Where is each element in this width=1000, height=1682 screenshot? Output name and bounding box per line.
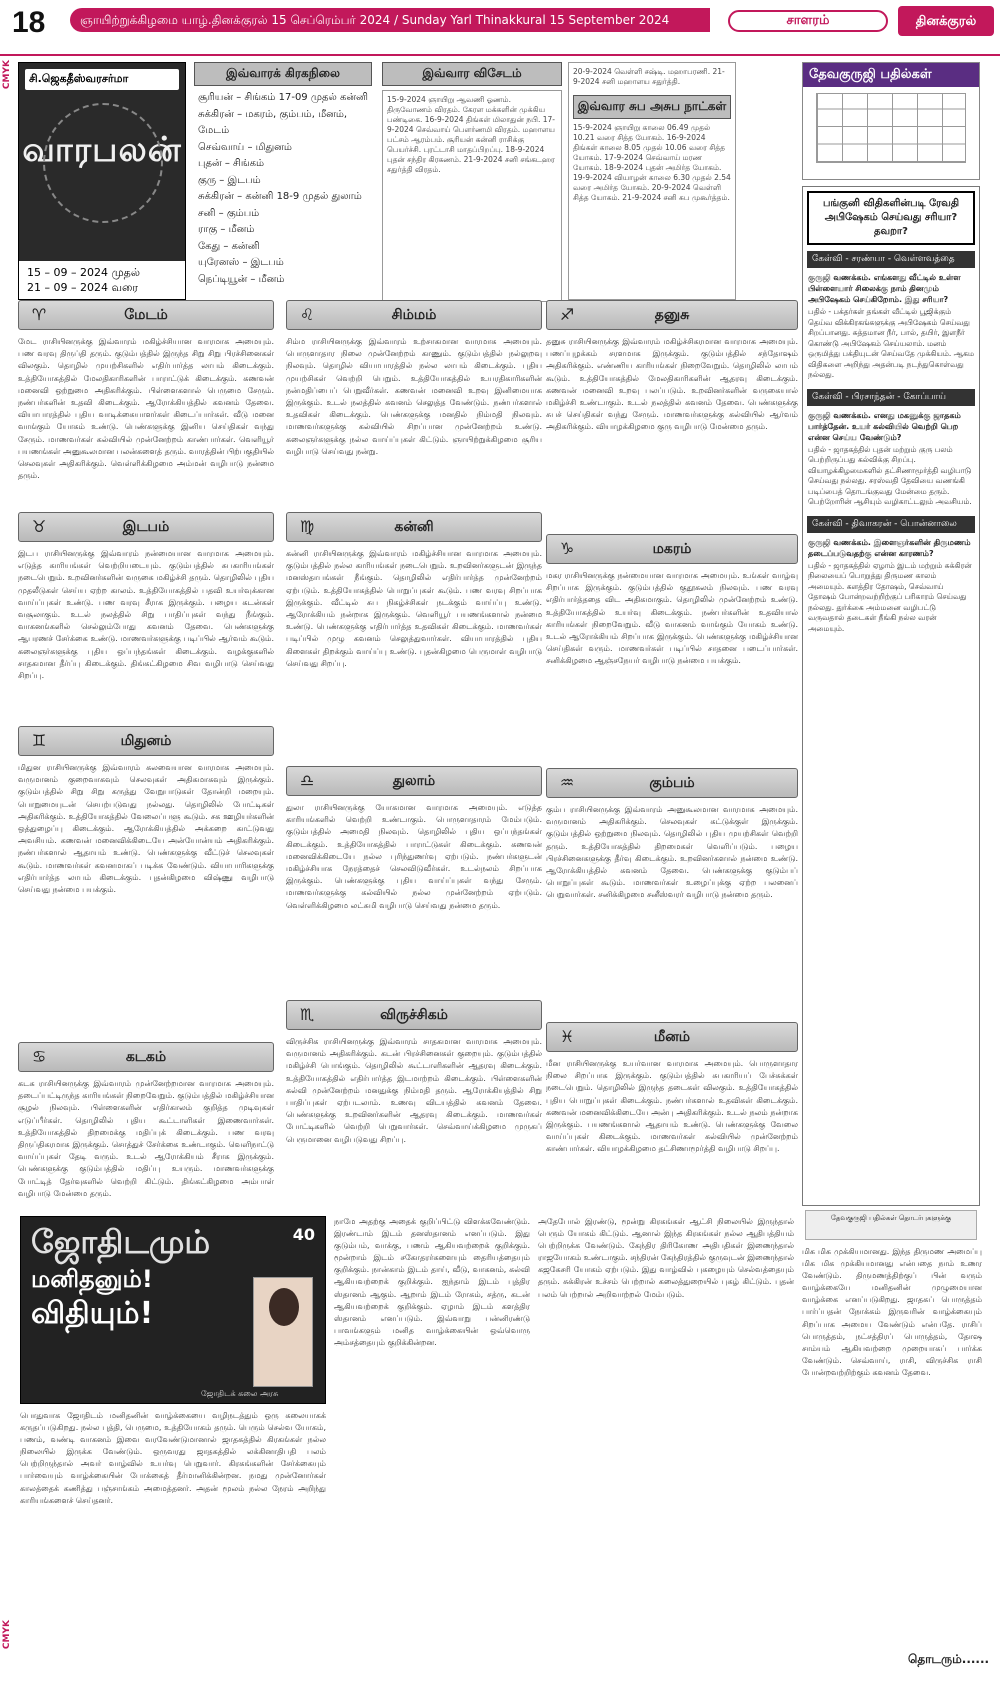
cmyk-mark-bottom: CMYK bbox=[2, 1620, 12, 1650]
article-column-3: அதேபோல் இரண்டு, மூன்று கிரகங்கள் ஆட்சி நிலையில் இருந்தால் பெரும் யோகம் கிட்டும். ஆனால் இந்த கிரகங்கள் நல்ல ஆதிபத்தியம் பெற்றிருக்க வேண்டும். கேந்திர திரிகோண அதிபதிகள் இணைந்தால் ராஜயோகம் உண்டாகும். சந்திரன் கேந்திரத்தில் குருவுடன் இணைந்தால் கஜகேசரி யோகம் ஏற்படும். இது வாழ்வில் புகழையும் செல்வத்தையும் தரும். சுக்கிரன் உச்சம் பெற்றால் கலைத்துறையில் புகழ் கிட்டும். புதன் பலம் பெற்றால் அறிவாற்றல் மேம்படும். bbox=[538, 1217, 794, 1299]
rasi-section bbox=[18, 1042, 274, 1204]
weekly-special bbox=[382, 62, 562, 300]
planet-item: சனி – கும்பம் bbox=[198, 207, 260, 219]
qa-headline: பங்குனி விதிகளின்படி ரேவதி அபிஷேகம் செய்வது சரியா? தவறா? bbox=[807, 191, 975, 245]
rasi-name: இடபம் bbox=[122, 519, 170, 535]
rasi-text: இடப ராசியினருக்கு இவ்வாரம் நன்மையான வாரமாக அமையும். எடுத்த காரியங்கள் வெற்றியடையும். குடும்பத்தில் சுபகாரியங்கள் நடைபெறும். உறவினர்களின் வருகை மகிழ்ச்சி தரும். தொழிலில் புதிய முதலீடுகள் செய்ய ஏற்ற காலம். உத்தியோகத்தில் பதவி உயர்வுக்கான வாய்ப்புகள் உண்டு. பண வரவு சீராக இருக்கும். பழைய கடன்கள் வசூலாகும். உடல் நலத்தில் சிறு பாதிப்புகள் வந்து நீங்கும். வாகனங்களில் செல்லும்போது கவனம் தேவை. பெண்களுக்கு ஆபரணச் சேர்க்கை உண்டு. மாணவர்களுக்கு படிப்பில் ஆர்வம் கூடும். கலைஞர்களுக்கு புதிய ஒப்பந்தங்கள் கிடைக்கும். வழக்குகளில் சாதகமான தீர்ப்பு கிடைக்கும். திங்கட்கிழமை சிவ வழிபாடு செய்வது சிறப்பு. bbox=[18, 549, 274, 681]
author-name: சி.ஜெகதீஸ்வரசர்மா bbox=[25, 69, 179, 90]
planet-positions bbox=[194, 62, 372, 300]
rasi-name: துலாம் bbox=[392, 773, 436, 789]
rasi-name: மேடம் bbox=[124, 307, 168, 323]
rasi-section bbox=[286, 766, 542, 988]
rasi-text: கும்ப ராசியினருக்கு இவ்வாரம் அனுகூலமான வாரமாக அமையும். வருமானம் அதிகரிக்கும். செலவுகள் கட்டுக்குள் இருக்கும். குடும்பத்தில் ஒற்றுமை நிலவும். தொழிலில் புதிய முயற்சிகள் வெற்றி தரும். உத்தியோகத்தில் திறமைகள் வெளிப்படும். பழைய பிரச்சினைகளுக்கு தீர்வு கிடைக்கும். உறவினர்களால் நன்மை உண்டு. ஆரோக்கியத்தில் கவனம் தேவை. பெண்களுக்கு குடும்பப் பொறுப்புகள் கூடும். மாணவர்கள் உழைப்புக்கு ஏற்ற பலனைப் பெறுவார்கள். சனிக்கிழமை சனீஸ்வரர் வழிபாடு நன்மை தரும். bbox=[546, 805, 798, 900]
rasi-section bbox=[546, 300, 798, 512]
zodiac-sign-icon: ♈ bbox=[31, 305, 47, 324]
rasi-text: மீன ராசியினருக்கு உயர்வான வாரமாக அமையும். பொருளாதார நிலை சிறப்பாக இருக்கும். குடும்பத்தில் சுபகாரியப் பேச்சுக்கள் நடைபெறும். தொழிலில் இருந்த தடைகள் விலகும். உத்தியோகத்தில் புதிய பொறுப்புகள் கிடைக்கும். நண்பர்களால் உதவிகள் கிடைக்கும். கணவன் மனைவிக்கிடையே அன்பு அதிகரிக்கும். உடல் நலம் நன்றாக இருக்கும். பயணங்களால் ஆதாயம் உண்டு. பெண்களுக்கு வேலை வாய்ப்புகள் கிடைக்கும். மாணவர்கள் கல்வியில் முன்னேற்றம் காண்பார்கள். வியாழக்கிழமை தட்சிணாமூர்த்தி வழிபாடு சிறப்பு. bbox=[546, 1059, 798, 1154]
rasi-section bbox=[18, 726, 274, 1020]
answer-text: பதில் - ஜாதகத்தில் புதன் மற்றும் குரு பலம் பெற்றிருப்பது கல்விக்கு சிறப்பு. வியாழக்கிழமைகளில் தட்சிணாமூர்த்தி வழிபாடு செய்வது நல்லது. சரஸ்வதி தேவியை வணங்கி படிப்பைத் தொடங்குவது மேன்மை தரும். பெற்றோரின் ஆசியும் வழிகாட்டலும் அவசியம். bbox=[808, 444, 972, 506]
thevakurunji-title: தேவகுருஜி பதில்கள் bbox=[803, 63, 979, 87]
page-header bbox=[0, 0, 1000, 56]
date-line: ஞாயிற்றுக்கிழமை யாழ்.தினக்குரல் 15 செப்ரெம்பர் 2024 / Sunday Yarl Thinakkural 15 September 2024 bbox=[70, 8, 710, 32]
author-photo bbox=[253, 1277, 313, 1387]
planet-item: செவ்வாய் – மிதுனம் bbox=[198, 141, 292, 153]
rasi-title bbox=[546, 1022, 798, 1052]
horoscope-chart-grid bbox=[816, 93, 966, 163]
rasi-title bbox=[286, 300, 542, 330]
author-caption: ஜோதிடக் கலை அரசு bbox=[201, 1389, 279, 1398]
planet-item: சூரியன் – சிங்கம் 17-09 முதல் கன்னி bbox=[198, 92, 368, 103]
thevakurunji-box bbox=[802, 62, 980, 180]
rasi-section bbox=[18, 300, 274, 490]
rasi-text: மகர ராசியினருக்கு நன்மையான வாரமாக அமையும். உங்கள் வாழ்வு சிறப்பாக இருக்கும். குடும்பத்தில் குதூகலம் நிலவும். பண வரவு எதிர்பார்த்ததை விட அதிகமாகும். தொழிலில் முன்னேற்றம் உண்டு. உத்தியோகத்தில் உயர்வு கிடைக்கும். நண்பர்களின் உதவியால் காரியங்கள் நிறைவேறும். வீடு வாகனம் வாங்கும் யோகம் உண்டு. உடல் ஆரோக்கியம் சிறப்பாக இருக்கும். பெண்களுக்கு மகிழ்ச்சியான செய்திகள் வரும். மாணவர்கள் படிப்பில் சாதனை படைப்பார்கள். சனிக்கிழமை ஆஞ்சநேயர் வழிபாடு நன்மை பயக்கும். bbox=[546, 571, 798, 666]
rasi-title bbox=[286, 512, 542, 542]
rasi-name: மிதுனம் bbox=[120, 733, 172, 749]
article-banner bbox=[20, 1216, 326, 1404]
rasi-section bbox=[286, 512, 542, 744]
rasi-text: துலா ராசியினருக்கு யோகமான வாரமாக அமையும். எடுத்த காரியங்களில் வெற்றி உண்டாகும். பொருளாதாரம் மேம்படும். குடும்பத்தில் அமைதி நிலவும். தொழிலில் புதிய ஒப்பந்தங்கள் கிடைக்கும். உத்தியோகத்தில் பாராட்டுகள் கிடைக்கும். கணவன் மனைவிக்கிடையே நல்ல புரிந்துணர்வு ஏற்படும். நண்பர்களுடன் மகிழ்ச்சியாக நேரத்தைச் செலவிடுவீர்கள். உடல்நலம் சிறப்பாக இருக்கும். பெண்களுக்கு புதிய வாய்ப்புகள் வந்து சேரும். மாணவர்களுக்கு கல்வியில் நல்ல முன்னேற்றம் ஏற்படும். வெள்ளிக்கிழமை லட்சுமி வழிபாடு செய்வது நன்மை தரும். bbox=[286, 803, 542, 910]
rasi-title bbox=[18, 726, 274, 756]
planet-item: நெப்டியூன் – மீனம் bbox=[198, 273, 285, 285]
qa-column bbox=[802, 186, 980, 1206]
article-number: 40 bbox=[292, 1225, 315, 1244]
date-line-tamil: ஞாயிற்றுக்கிழமை யாழ்.தினக்குரல் 15 செப்ரெம்பர் 2024 bbox=[80, 13, 391, 27]
rasi-text: மிதுன ராசியினருக்கு இவ்வாரம் கலவையான வாரமாக அமையும். வருமானம் குறைவாகவும் செலவுகள் அதிகமாகவும் இருக்கும். குடும்பத்தில் சிறு சிறு கருத்து வேறுபாடுகள் தோன்றி மறையும். பொறுமையுடன் செயற்படுவது நல்லது. தொழிலில் போட்டிகள் அதிகரிக்கும். உத்தியோகத்தில் வேலைப்பளு கூடும். சக ஊழியர்களின் ஒத்துழைப்பு கிடைக்கும். ஆரோக்கியத்தில் அக்கறை காட்டுவது அவசியம். கணவன் மனைவிக்கிடையே அன்யோன்யம் அதிகரிக்கும். நண்பர்களால் ஆதாயம் உண்டு. பெண்களுக்கு வீட்டுச் செலவுகள் கூடும். மாணவர்கள் கவனமாகப் படிக்க வேண்டும். வியாபாரிகளுக்கு எதிர்பார்த்த லாபம் கிடைக்கும். புதன்கிழமை விஷ்ணு வழிபாடு செய்வது நன்மை பயக்கும். bbox=[18, 763, 274, 895]
rasi-title bbox=[286, 766, 542, 796]
rasi-name: கன்னி bbox=[394, 519, 434, 535]
question-author: கேள்வி - பிரசாந்தன் - கோப்பாய் bbox=[807, 389, 975, 406]
zodiac-sign-icon: ♊ bbox=[31, 731, 47, 750]
advertisement: தேவகுருஜி பதில்கள் தொடர்புகளுக்கு bbox=[805, 1210, 977, 1240]
rasi-text: கன்னி ராசியினருக்கு இவ்வாரம் மகிழ்ச்சியான வாரமாக அமையும். குடும்பத்தில் நல்ல காரியங்கள் நடைபெறும். உறவினர்களுடன் இருந்த மனஸ்தாபங்கள் நீங்கும். தொழிலில் எதிர்பார்த்த முன்னேற்றம் ஏற்படும். உத்தியோகத்தில் பொறுப்புகள் கூடும். பண வரவு சிறப்பாக இருக்கும். வீட்டில் சுப நிகழ்ச்சிகள் நடக்கும் வாய்ப்பு உண்டு. ஆரோக்கியம் நன்றாக இருக்கும். வெளியூர் பயணங்களால் நன்மை உண்டு. பெண்களுக்கு எதிர்பார்த்த உதவிகள் கிடைக்கும். மாணவர்கள் படிப்பில் முழு கவனம் செலுத்துவார்கள். வியாபாரத்தில் புதிய கிளைகள் திறக்கும் வாய்ப்பு உண்டு. புதன்கிழமை பெருமாள் வழிபாடு செய்வது சிறப்பு. bbox=[286, 549, 542, 668]
planet-item: புதன் – சிங்கம் bbox=[198, 158, 265, 169]
planet-list bbox=[194, 90, 372, 288]
zodiac-sign-icon: ♍ bbox=[299, 517, 315, 536]
rasi-title bbox=[18, 1042, 274, 1072]
rasi-section bbox=[546, 768, 798, 1000]
rasi-title bbox=[286, 1000, 542, 1030]
banner-line-2: மனிதனும்! bbox=[31, 1265, 153, 1293]
question-text: குருஜி வணக்கம். எனது மகனுக்கு ஜாதகம் பார்த்தேன். உயர் கல்வியில் வெற்றி பெற என்ன செய்ய வேண்டும்? bbox=[808, 410, 961, 442]
answer-text: பதில் - ஜாதகத்தில் ஏழாம் இடம் மற்றும் சுக்கிரன் நிலையைப் பொறுத்து திருமண காலம் அமையும். களத்திர தோஷம், செவ்வாய் தோஷம் போன்றவற்றிற்குப் பரிகாரம் செய்வது நல்லது. துர்க்கை அம்மனை வழிபட்டு வருவதால் தடைகள் நீங்கி நல்ல வரன் அமையும். bbox=[808, 560, 972, 633]
planet-item: ராகு – மீனம் bbox=[198, 224, 255, 235]
auspicious-intro: 20-9-2024 வெள்ளி சஷ்டி. மஹாபரணி. 21-9-2024 சனி மஹாளய சதுர்த்தி. bbox=[573, 67, 725, 86]
zodiac-sign-icon: ♎ bbox=[299, 771, 315, 790]
planet-item: குரு – இடபம் bbox=[198, 174, 261, 186]
page-number: 18 bbox=[12, 6, 46, 39]
rasi-name: கும்பம் bbox=[649, 775, 695, 791]
rasi-text: சிம்ம ராசியினருக்கு இவ்வாரம் உற்சாகமான வாரமாக அமையும். பொருளாதார நிலை முன்னேற்றம் காணும். குடும்பத்தில் நல்லுறவு நிலவும். தொழில் வியாபாரத்தில் நல்ல லாபம் கிடைக்கும். புதிய முயற்சிகள் வெற்றி பெறும். உத்தியோகத்தில் உயரதிகாரிகளின் நன்மதிப்பைப் பெறுவீர்கள். கணவன் மனைவி உறவு இனிமையாக இருக்கும். உடல் நலத்தில் கவனம் செலுத்த வேண்டும். நண்பர்களால் உதவிகள் கிடைக்கும். பெண்களுக்கு மனதில் நிம்மதி நிலவும். மாணவர்களுக்கு கல்வியில் சிறப்பான முன்னேற்றம் உண்டு. கலைஞர்களுக்கு நல்ல வாய்ப்புகள் கிட்டும். ஞாயிற்றுக்கிழமை சூரிய வழிபாடு செய்வது நன்று. bbox=[286, 337, 542, 456]
section-label: சாளரம் bbox=[728, 10, 888, 32]
rasi-section bbox=[286, 300, 542, 490]
newspaper-logo: தினக்குரல் bbox=[898, 6, 994, 36]
date-to: 21 – 09 – 2024 வரை bbox=[27, 281, 139, 294]
rasi-name: கடகம் bbox=[125, 1049, 167, 1065]
question-author: கேள்வி - சரண்யா - வெள்ளவத்தை bbox=[807, 251, 975, 268]
rasi-title bbox=[546, 534, 798, 564]
date-line-english: Sunday Yarl Thinakkural 15 September 2024 bbox=[401, 13, 670, 27]
rasi-text: விருச்சிக ராசியினருக்கு இவ்வாரம் சாதகமான வாரமாக அமையும். வருமானம் அதிகரிக்கும். கடன் பிரச்சினைகள் குறையும். குடும்பத்தில் மகிழ்ச்சி பொங்கும். தொழிலில் கூட்டாளிகளின் ஆதரவு கிடைக்கும். உத்தியோகத்தில் எதிர்பார்த்த இடமாற்றம் கிடைக்கும். பிள்ளைகளின் கல்வி முன்னேற்றம் மனதுக்கு நிம்மதி தரும். ஆரோக்கியத்தில் சிறு பாதிப்புகள் ஏற்படலாம். உணவு விடயத்தில் கவனம் தேவை. பெண்களுக்கு உறவினர்களின் ஆதரவு கிடைக்கும். மாணவர்கள் போட்டிகளில் வெற்றி பெறுவார்கள். செவ்வாய்க்கிழமை முருகப் பெருமானை வழிபடுவது சிறப்பு. bbox=[286, 1037, 542, 1144]
weekly-special-title: இவ்வார விசேடம் bbox=[382, 62, 562, 86]
article-column-2: நாமே அதற்கு அதைக் குறிப்பிட்டு விளக்கவேண்டும். இரண்டாம் இடம் தனஸ்தானம் எனப்படும். இது குடும்பம், வாக்கு, பணம் ஆகியவற்றைக் குறிக்கும். மூன்றாம் இடம் சகோதரர்களையும் தைரியத்தையும் குறிக்கும். நான்காம் இடம் தாய், வீடு, வாகனம், கல்வி ஆகியவற்றைக் குறிக்கும். ஐந்தாம் இடம் புத்திர ஸ்தானம் ஆகும். ஆறாம் இடம் ரோகம், சத்ரு, கடன் ஆகியவற்றைக் குறிக்கும். ஏழாம் இடம் களத்திர ஸ்தானம் எனப்படும். இவ்வாறு பன்னிரண்டு பாவங்களும் மனித வாழ்க்கையின் ஒவ்வொரு அம்சத்தையும் குறிக்கின்றன. bbox=[334, 1217, 530, 1347]
rasi-section bbox=[286, 1000, 542, 1204]
rasi-title bbox=[546, 300, 798, 330]
date-range bbox=[19, 261, 185, 299]
auspicious-days bbox=[568, 62, 736, 300]
auspicious-title: இவ்வார சுப அசுப நாட்கள் bbox=[573, 95, 731, 119]
question-text: குருஜி வணக்கம். எங்களது வீட்டில் உள்ள பிள்ளையார் சிலைக்கு நாம் தினமும் அபிஷேகம் செய்கிறோம். இது சரியா? bbox=[808, 273, 961, 304]
rasi-section bbox=[546, 534, 798, 746]
rasi-name: விருச்சிகம் bbox=[380, 1007, 448, 1023]
zodiac-sign-icon: ♉ bbox=[31, 517, 47, 536]
weekly-special-text: 15-9-2024 ஞாயிறு ஆவணி ஓணம். திருவோணம் விரதம். கேரள மக்களின் முக்கிய பண்டிகை. 16-9-2024 திங்கள் மிலாதுன் நபி. 17-9-2024 செவ்வாய் பௌர்ணமி விரதம். மஹாளய பட்சம் ஆரம்பம். சூரியன் கன்னி ராசிக்கு பெயர்ச்சி. புரட்டாசி மாதப்பிறப்பு. 18-9-2024 புதன் சந்திர கிரகணம். 21-9-2024 சனி சங்கடஹர சதுர்த்தி விரதம். bbox=[387, 95, 555, 174]
article-column-1: பொதுவாக ஜோதிடம் மனிதனின் வாழ்க்கையை வழிநடத்தும் ஒரு கலையாகக் கருதப்படுகிறது. நல்ல புத்தி, பெருமை, உத்தியோகம் தரும். பெரும் செல்வ யோகம், பணம், வண்டி வாகனம் இவை வரவேண்டுமானால் ஜாதகத்தில் கிரகங்கள் நல்ல நிலையில் இருக்க வேண்டும். ஒருவரது ஜாதகத்தில் லக்கினாதிபதி பலம் பெற்றிருந்தால் அவர் வாழ்வில் உயர்வு பெறுவார். கிரகங்களின் சேர்க்கையும் பார்வையும் வாழ்க்கையின் போக்கைத் தீர்மானிக்கின்றன. நமது முன்னோர்கள் காலத்தைக் கணித்து பஞ்சாங்கம் அமைத்தனர். அதன் மூலம் நல்ல நேரம் அறிந்து காரியங்களைச் செய்தனர். bbox=[20, 1411, 326, 1505]
rasi-text: தனுசு ராசியினருக்கு இவ்வாரம் மகிழ்ச்சிகரமான வாரமாக அமையும். பணப்புழக்கம் சரளமாக இருக்கும். குடும்பத்தில் சந்தோஷம் அதிகரிக்கும். எண்ணிய காரியங்கள் நிறைவேறும். தொழிலில் லாபம் கூடும். உத்தியோகத்தில் மேலதிகாரிகளின் ஆதரவு கிடைக்கும். கணவன் மனைவி உறவு பலப்படும். உறவினர்களின் வருகையால் மகிழ்ச்சி உண்டாகும். உடல் நலத்தில் கவனம் தேவை. பெண்களுக்கு சுபச் செய்திகள் வந்து சேரும். மாணவர்களுக்கு கல்வியில் ஆர்வம் அதிகரிக்கும். வியாழக்கிழமை குரு வழிபாடு மேன்மை தரும். bbox=[546, 337, 798, 432]
zodiac-sign-icon: ♑ bbox=[559, 539, 575, 558]
planet-item: கேது – கன்னி bbox=[198, 240, 260, 252]
banner-title: வாரபலன் bbox=[22, 130, 182, 170]
zodiac-sign-icon: ♐ bbox=[559, 305, 575, 324]
weekly-horoscope-banner bbox=[18, 62, 186, 300]
cmyk-mark-top: CMYK bbox=[2, 60, 12, 90]
rasi-title bbox=[18, 300, 274, 330]
rasi-section bbox=[18, 512, 274, 700]
question-author: கேள்வி - திவாகரன் - பொன்னாலை bbox=[807, 516, 975, 533]
answer-text: பதில் - பக்தர்கள் தங்கள் வீட்டில் பூஜிக்கும் தெய்வ விக்கிரகங்களுக்கு அபிஷேகம் செய்வது சிறப்பானது. சுத்தமான நீர், பால், தயிர், இளநீர் கொண்டு அபிஷேகம் செய்யலாம். மனம் ஒருமித்து பக்தியுடன் செய்வதே முக்கியம். ஆகம விதிகளை அறிந்து அதன்படி நடந்துகொள்வது நல்லது. bbox=[808, 307, 974, 379]
banner-line-3: விதியும்! bbox=[31, 1296, 154, 1331]
continued-label: தொடரும்...... bbox=[908, 1652, 990, 1666]
zodiac-wheel-icon bbox=[43, 103, 163, 223]
rasi-title bbox=[546, 768, 798, 798]
rasi-name: சிம்மம் bbox=[391, 307, 437, 323]
rasi-title bbox=[18, 512, 274, 542]
question-text: குருஜி வணக்கம். இளைஞர்களின் திருமணம் தடைப்படுவதற்கு என்ன காரணம்? bbox=[808, 537, 971, 558]
zodiac-sign-icon: ♌ bbox=[299, 305, 315, 324]
auspicious-text: 15-9-2024 ஞாயிறு காலை 06.49 முதல் 10.21 வரை சித்த யோகம். 16-9-2024 திங்கள் காலை 8.05 முதல் 10.06 வரை சித்த யோகம். 17-9-2024 செவ்வாய் மரண யோகம். 18-9-2024 புதன் அமிர்த யோகம். 19-9-2024 வியாழன் காலை 6.30 முதல் 2.54 வரை அமிர்த யோகம். 20-9-2024 வெள்ளி சித்த யோகம். 21-9-2024 சனி சுப முகூர்த்தம். bbox=[573, 123, 731, 202]
zodiac-sign-icon: ♓ bbox=[559, 1027, 575, 1046]
zodiac-sign-icon: ♒ bbox=[559, 773, 575, 792]
rasi-name: தனுசு bbox=[654, 307, 690, 323]
zodiac-sign-icon: ♋ bbox=[31, 1047, 47, 1066]
banner-line-1: ஜோதிடமும் bbox=[31, 1223, 211, 1261]
date-from: 15 – 09 – 2024 முதல் bbox=[27, 266, 140, 279]
zodiac-sign-icon: ♏ bbox=[299, 1005, 315, 1024]
planet-item: சுக்கிரன் – கன்னி 18-9 முதல் துலாம் bbox=[198, 191, 362, 202]
rasi-text: மேட ராசியினருக்கு இவ்வாரம் மகிழ்ச்சியான வாரமாக அமையும். பண வரவு திருப்தி தரும். குடும்பத்தில் இருந்த சிறு சிறு பிரச்சினைகள் விலகும். தொழில் முயற்சிகளில் எதிர்பார்த்த லாபம் கிடைக்கும். உத்தியோகத்தில் மேலதிகாரிகளின் பாராட்டுக் கிடைக்கும். கணவன் மனைவி ஒற்றுமை அதிகரிக்கும். பிள்ளைகளால் பெருமை சேரும். நண்பர்களின் உதவி கிடைக்கும். ஆரோக்கியத்தில் கவனம் தேவை. வியாபாரத்தில் புதிய வாடிக்கையாளர்கள் கிடைப்பார்கள். வீடு மனை வாங்கும் யோகம் உண்டு. பெண்களுக்கு இனிய செய்திகள் வந்து சேரும். மாணவர்கள் கல்வியில் முன்னேற்றம் காண்பார்கள். வெளியூர் பயணங்கள் அனுகூலமான பலன்களைத் தரும். வாரத்தின் பிற்பகுதியில் செலவுகள் அதிகரிக்கும். வெள்ளிக்கிழமை அம்மன் வழிபாடு நன்மை தரும். bbox=[18, 337, 274, 481]
rasi-name: மீனம் bbox=[653, 1029, 691, 1045]
planet-item: சுக்கிரன் – மகரம், கும்பம், மீனம், மேடம் bbox=[198, 108, 348, 136]
rasi-name: மகரம் bbox=[652, 541, 692, 557]
planet-item: யுரேனஸ் – இடபம் bbox=[198, 257, 284, 268]
planet-positions-title: இவ்வாரக் கிரகநிலை bbox=[194, 62, 372, 86]
rasi-text: கடக ராசியினருக்கு இவ்வாரம் முன்னேற்றமான வாரமாக அமையும். தடைப்பட்டிருந்த காரியங்கள் நிறைவேறும். குடும்பத்தில் மகிழ்ச்சியான சூழல் நிலவும். பிள்ளைகளின் எதிர்காலம் குறித்த முடிவுகள் எடுப்பீர்கள். தொழிலில் புதிய கூட்டாளிகள் இணைவார்கள். உத்தியோகத்தில் திறமைக்கு மதிப்புக் கிடைக்கும். பண வரவு திருப்திகரமாக இருக்கும். சொத்துச் சேர்க்கை உண்டாகும். வெளிநாட்டு வாய்ப்புகள் தேடி வரும். உடல் ஆரோக்கியம் சீராக இருக்கும். பெண்களுக்கு குடும்பத்தில் மதிப்பு உயரும். மாணவர்களுக்கு போட்டித் தேர்வுகளில் வெற்றி கிட்டும். திங்கட்கிழமை அம்பாள் வழிபாடு மேன்மை தரும். bbox=[18, 1079, 274, 1198]
article-column-4: மிக மிக முக்கியமானது. இந்த திருமண அமைப்பு மிக மிக முக்கியமானது என்பதை நாம் உணர வேண்டும். திருமணத்திற்குப் பின் வரும் வாழ்க்கையே மனிதனின் முழுமையான வாழ்க்கை எனப்படுகிறது. ஜாதகப் பொருத்தம் பார்ப்பதன் நோக்கம் இருவரின் வாழ்க்கையும் சிறப்பாக அமைய வேண்டும் என்பதே. ராசிப் பொருத்தம், நட்சத்திரப் பொருத்தம், தோஷ சாம்யம் ஆகியவற்றை முறையாகப் பார்க்க வேண்டும். செவ்வாய், ராசி, விருச்சிக ராசி போன்றவற்றிற்கும் கவனம் தேவை. bbox=[802, 1247, 982, 1377]
rasi-section bbox=[546, 1022, 798, 1204]
